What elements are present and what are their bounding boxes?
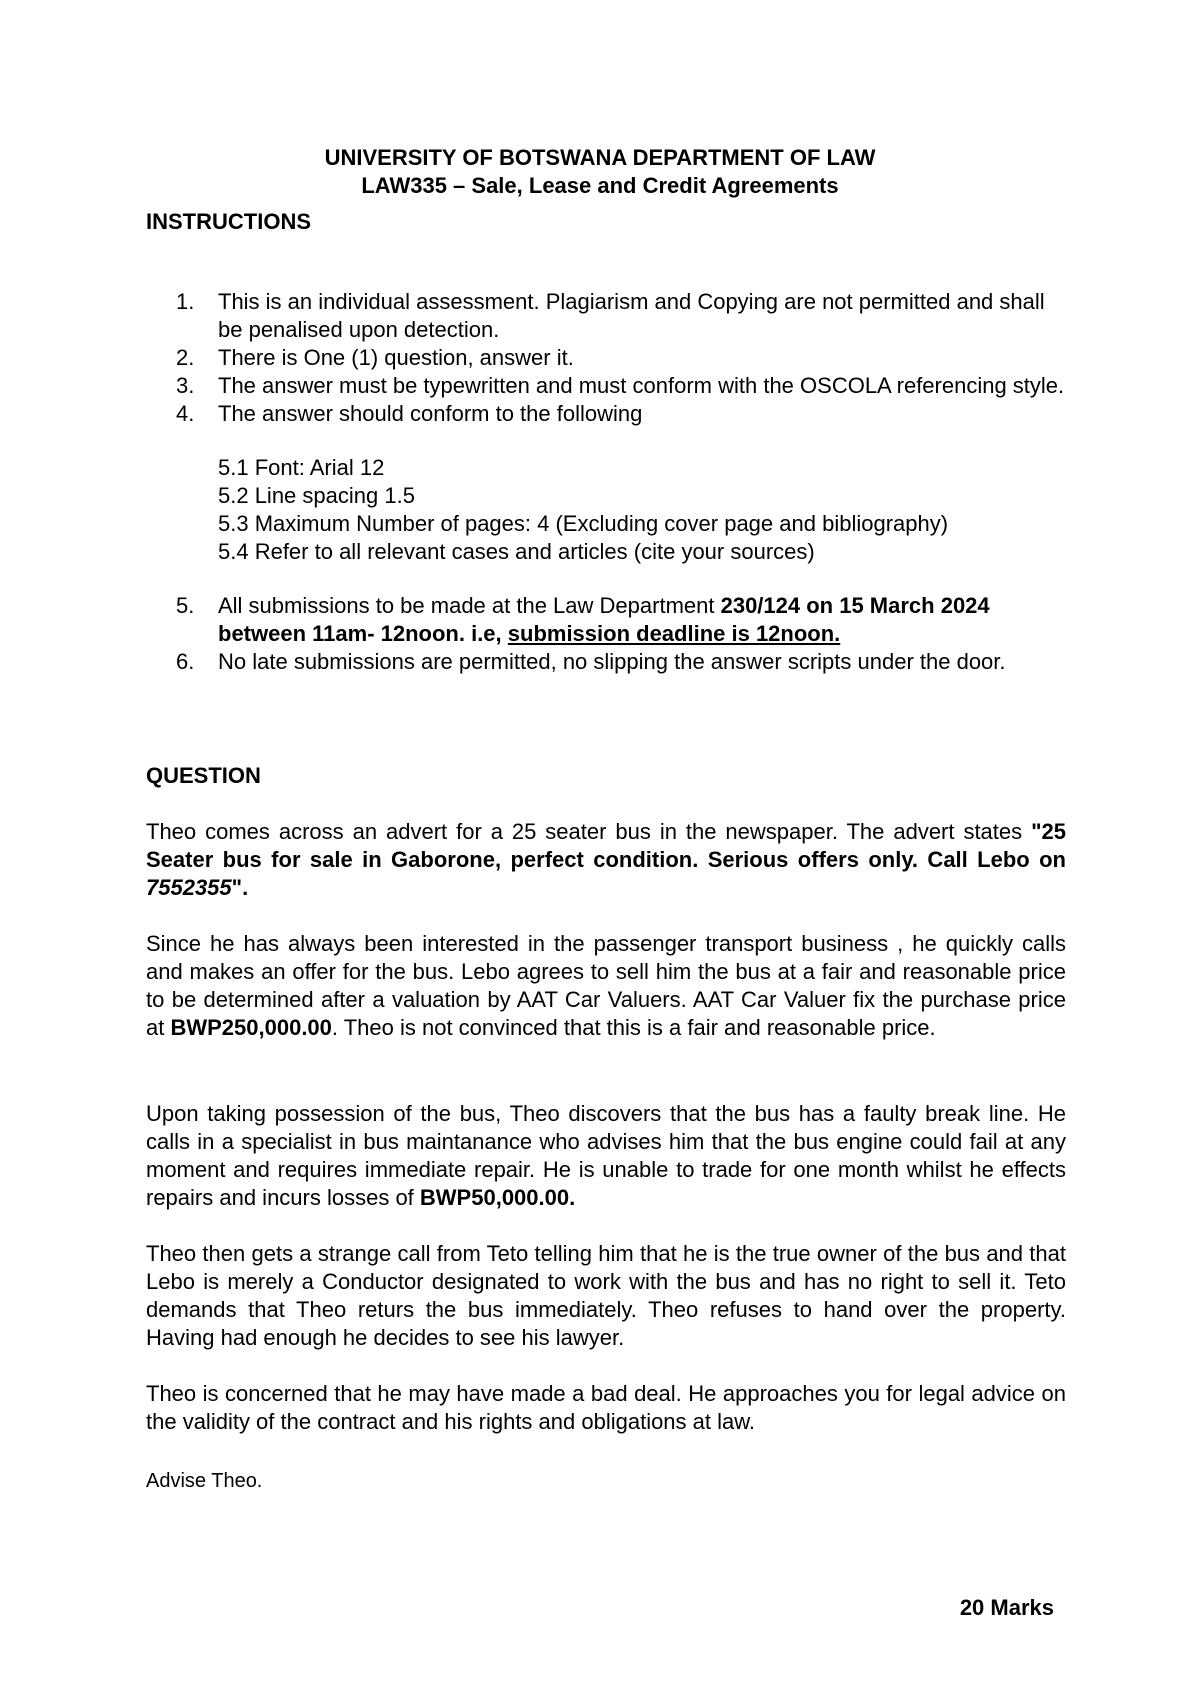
purchase-price: BWP250,000.00: [170, 1015, 332, 1040]
marks-total: 20 Marks: [959, 1595, 1054, 1620]
question-paragraph-3: Upon taking possession of the bus, Theo discovers that the bus has a faulty break line. He calls in a specialist in bus maintanance who advises him that the bus engine could fail at any moment and requires immediate repair. He is unable to trade for one month whilst he effects repairs and incurs losses of BWP50,000.00.: [146, 1101, 1066, 1210]
instruction-item-1: 1. This is an individual assessment. Plagiarism and Copying are not permitted and shall be penalised upon detection.: [176, 289, 1045, 342]
instructions-list: [146, 288, 1066, 676]
instruction-item-3: 3. The answer must be typewritten and must conform with the OSCOLA referencing style.: [176, 373, 1065, 398]
format-item: 5.4 Refer to all relevant cases and articles (cite your sources): [218, 539, 815, 564]
course-title: LAW335 – Sale, Lease and Credit Agreements: [361, 173, 839, 198]
loss-amount: BWP50,000.00.: [419, 1185, 576, 1210]
question-paragraph-2: Since he has always been interested in the passenger transport business , he quickly calls and makes an offer for the bus. Lebo agrees to sell him the bus at a fair and reasonable price to be determined after a valuation by AAT Car Valuers. AAT Car Valuer fix the purchase price at BWP250,000.00. Theo is not convinced that this is a fair and reasonable price.: [146, 931, 1066, 1040]
submission-deadline: submission deadline is 12noon.: [507, 621, 841, 646]
document-header: [0, 144, 1200, 200]
format-requirements: [218, 454, 1066, 566]
question-paragraph-5: Theo is concerned that he may have made a bad deal. He approaches you for legal advice on the validity of the contract and his rights and obligations at law.: [146, 1381, 1066, 1434]
question-heading: QUESTION: [146, 763, 261, 788]
advise-instruction: Advise Theo.: [146, 1470, 263, 1492]
instruction-item-6: 6. No late submissions are permitted, no slipping the answer scripts under the door.: [176, 649, 1006, 674]
phone-number: 7552355: [146, 875, 232, 900]
instruction-item-5: 5. All submissions to be made at the Law Department 230/124 on 15 March 2024 between 11am- 12noon. i.e, submission deadline is 12noon.: [176, 593, 990, 646]
advert-text: "25 Seater bus for sale in Gaborone, perfect condition. Serious offers only. Call Lebo on: [146, 819, 1066, 872]
instructions-heading: INSTRUCTIONS: [146, 209, 311, 234]
format-item: 5.2 Line spacing 1.5: [218, 483, 415, 508]
question-paragraph-1: Theo comes across an advert for a 25 seater bus in the newspaper. The advert states "25 Seater bus for sale in Gaborone, perfect condition. Serious offers only. Call Lebo on 7552355".: [146, 819, 1066, 900]
format-item: 5.3 Maximum Number of pages: 4 (Excluding cover page and bibliography): [218, 511, 949, 536]
instruction-item-4: 4. The answer should conform to the following: [176, 401, 643, 426]
university-title: UNIVERSITY OF BOTSWANA DEPARTMENT OF LAW: [324, 145, 876, 170]
format-item: 5.1 Font: Arial 12: [218, 455, 385, 480]
question-paragraph-4: Theo then gets a strange call from Teto telling him that he is the true owner of the bus and that Lebo is merely a Conductor designated to work with the bus and has no right to sell it. Teto demands that Theo returs the bus immediately. Theo refuses to hand over the property. Having had enough he decides to see his lawyer.: [146, 1241, 1066, 1350]
instruction-item-2: 2. There is One (1) question, answer it.: [176, 345, 574, 370]
